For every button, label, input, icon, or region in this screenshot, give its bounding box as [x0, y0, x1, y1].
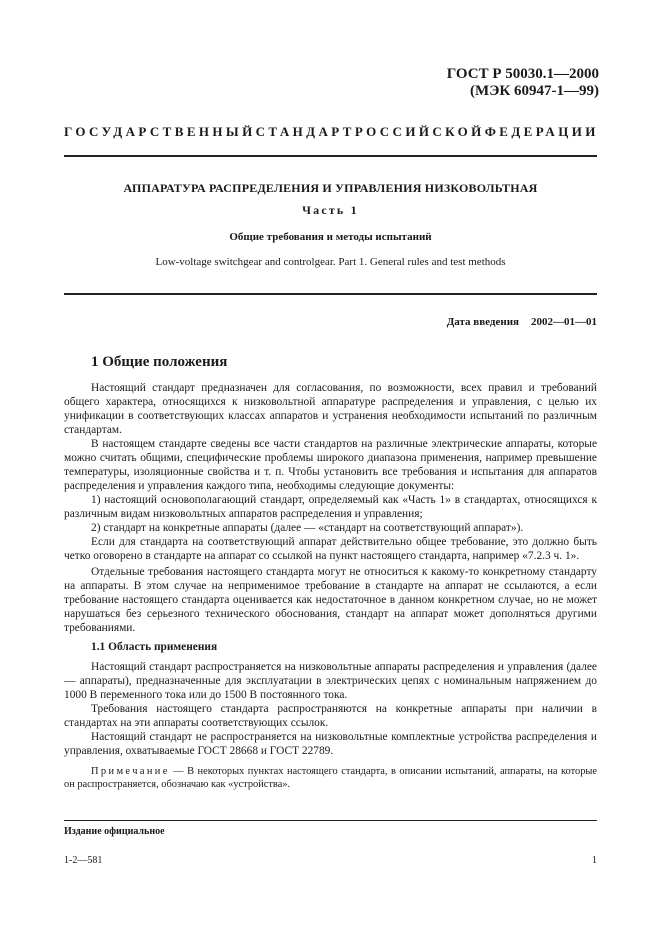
section-heading: 1 Общие положения	[91, 354, 228, 370]
banner-word: РОССИЙСКОЙ	[354, 124, 485, 139]
part-label: Часть 1	[302, 203, 359, 217]
subsection-heading: 1.1 Область применения	[91, 641, 218, 653]
list-item: 1) настоящий основополагающий стандарт, определяемый как «Часть 1» в стандартах, относящихся к различным видам низковольтных аппаратов распределения и управления;	[64, 494, 597, 520]
footer-divider	[64, 820, 597, 821]
title-divider	[64, 293, 597, 295]
document-title: АППАРАТУРА РАСПРЕДЕЛЕНИЯ И УПРАВЛЕНИЯ НИЗКОВОЛЬТНАЯ	[123, 181, 538, 195]
state-standard-banner	[64, 124, 597, 140]
standard-codes	[447, 66, 599, 100]
gost-code: ГОСТ Р 50030.1—2000	[446, 66, 599, 82]
paragraph: В настоящем стандарте сведены все части стандартов на различные электрические аппараты, которые можно считать общими, специфические проблемы широкого диапазона применения, например превышение температуры, изоляционные свойства и т. п. Чтобы установить все требования и испытания для аппаратов распределения и управления каждого типа, необходимы следующие документы:	[64, 438, 597, 492]
paragraph: Отдельные требования настоящего стандарта могут не относиться к какому-то конкретному стандарту на аппараты. В этом случае на неприменимое требование в стандарте на аппарат не ссылаются, а если требование настоящего стандарта оценивается как недостаточное в данном конкретном случае, но не может нарушаться без серьезного технического обоснования, стандарт на аппарат может дополняться другими требованиями.	[64, 566, 597, 634]
page-number: 1	[592, 855, 597, 866]
list-item: 2) стандарт на конкретные аппараты (далее — «стандарт на соответствующий аппарат»).	[91, 522, 524, 534]
banner-word: СТАНДАРТ	[255, 124, 355, 139]
english-title: Low-voltage switchgear and controlgear. Part 1. General rules and test methods	[155, 256, 506, 268]
paragraph: Требования настоящего стандарта распространяются на конкретные аппараты при наличии в стандартах на эти аппараты соответствующих ссылок.	[64, 703, 597, 729]
banner-word: ГОСУДАРСТВЕННЫЙ	[64, 124, 256, 139]
banner-word: ФЕДЕРАЦИИ	[484, 124, 599, 139]
paragraph: Если для стандарта на соответствующий аппарат действительно общее требование, это должно быть четко оговорено в стандарте на аппарат со ссылкой на пункт настоящего стандарта, например «7.2.3 ч. 1».	[64, 536, 597, 562]
note-text: — В некоторых пунктах настоящего стандарта, в описании испытаний, аппараты, на которые он распространяется, обозначаю как «устройства».	[64, 766, 597, 790]
print-code: 1-2—581	[64, 855, 103, 866]
intro-date-label: Дата введения	[446, 316, 519, 328]
document-body	[64, 381, 597, 791]
edition-label: Издание официальное	[64, 826, 165, 837]
paragraph: Настоящий стандарт предназначен для согласования, по возможности, всех правил и требований общего характера, относящихся к низковольтной аппаратуре распределения и управления, с целью их унификации в соответствующих классах аппаратов и устранения необходимости испытаний по различным стандартам.	[64, 382, 597, 436]
paragraph: Настоящий стандарт распространяется на низковольтные аппараты распределения и управления (далее — аппараты), предназначенные для эксплуатации в электрических цепях с номинальным напряжением до 1000 В переменного тока или до 1500 В постоянного тока.	[64, 661, 597, 701]
note	[64, 765, 597, 791]
iec-code: (МЭК 60947-1—99)	[470, 83, 599, 99]
intro-date-value: 2002—01—01	[531, 316, 597, 328]
note-label: Примечание	[91, 766, 170, 777]
top-divider	[64, 155, 597, 157]
introduction-date	[447, 316, 597, 328]
document-subtitle: Общие требования и методы испытаний	[229, 231, 432, 243]
paragraph: Настоящий стандарт не распространяется на низковольтные комплектные устройства распределения и управления, охватываемые ГОСТ 28668 и ГОСТ 22789.	[64, 731, 597, 757]
